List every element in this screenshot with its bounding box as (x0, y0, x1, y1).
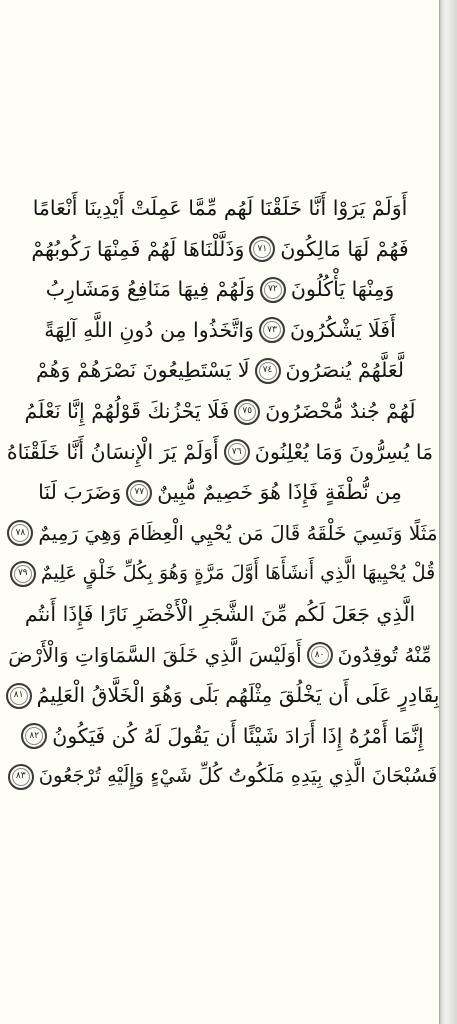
verse-text: وَضَرَبَ لَنَا (38, 480, 122, 505)
verse-line (6, 716, 434, 757)
verse-text: وَلَهُمْ فِيهَا مَنَافِعُ وَمَشَارِبُ (45, 277, 255, 302)
verse-text: لَهُمْ جُندٌ مُّحْضَرُونَ (265, 398, 416, 423)
verse-text: لَا يَسْتَطِيعُونَ نَصْرَهُمْ وَهُمْ (35, 358, 250, 383)
verse-text: مَثَلًا وَنَسِيَ خَلْقَهُ قَالَ مَن يُحْيِي الْعِظَامَ وَهِيَ رَمِيمٌ (38, 520, 438, 545)
verse-line (6, 310, 434, 351)
verse-text: وَاتَّخَذُوا مِن دُونِ اللَّهِ آلِهَةً (44, 317, 254, 342)
verse-text: فَهُمْ لَهَا مَالِكُونَ (280, 236, 409, 261)
verse-text: أَوَلَيْسَ الَّذِي خَلَقَ السَّمَاوَاتِ وَالْأَرْضَ (8, 642, 302, 667)
ayah-number-marker: ٨٣ (8, 764, 34, 790)
ayah-number-marker: ٨١ (6, 683, 32, 709)
verse-line (6, 635, 434, 676)
ayah-number-marker: ٧٦ (224, 439, 250, 465)
verse-line (6, 269, 434, 310)
verse-line (6, 229, 434, 270)
verse-text: أَوَلَمْ يَرَوْا أَنَّا خَلَقْنَا لَهُم مِّمَّا عَمِلَتْ أَيْدِينَا أَنْعَامًا (32, 196, 408, 220)
verse-line (6, 472, 434, 513)
verse-text: الَّذِي جَعَلَ لَكُم مِّنَ الشَّجَرِ الْأَخْضَرِ نَارًا فَإِذَا أَنتُم (24, 601, 416, 626)
verse-line (6, 188, 434, 229)
verse-line (6, 756, 438, 797)
ayah-number-marker: ٧٣ (259, 317, 285, 343)
verse-text: أَوَلَمْ يَرَ الْإِنسَانُ أَنَّا خَلَقْنَاهُ (6, 439, 219, 464)
verse-text: مَا يُسِرُّونَ وَمَا يُعْلِنُونَ (254, 439, 434, 464)
ayah-number-marker: ٧٢ (260, 277, 286, 303)
verse-text: وَذَلَّلْنَاهَا لَهُمْ فَمِنْهَا رَكُوبُهُمْ (31, 236, 245, 261)
ayah-number-marker: ٧٩ (10, 561, 36, 587)
ayah-number-marker: ٧١ (249, 236, 275, 262)
verse-text: أَفَلَا يَشْكُرُونَ (289, 317, 396, 342)
verse-text: فَسُبْحَانَ الَّذِي بِيَدِهِ مَلَكُوتُ كُلِّ شَيْءٍ وَإِلَيْهِ تُرْجَعُونَ (38, 764, 438, 788)
verse-text: قُلْ يُحْيِيهَا الَّذِي أَنشَأَهَا أَوَّلَ مَرَّةٍ وَهُوَ بِكُلِّ خَلْقٍ عَلِيمٌ (40, 562, 436, 585)
ayah-number-marker: ٧٤ (255, 358, 281, 384)
ayah-number-marker: ٧٥ (234, 399, 260, 425)
verse-text: فَلَا يَحْزُنكَ قَوْلُهُمْ إِنَّا نَعْلَمُ (24, 398, 230, 423)
verse-text: وَمِنْهَا يَأْكُلُونَ (290, 277, 395, 302)
verse-line (6, 432, 434, 473)
verse-line (6, 391, 434, 432)
verse-lines (6, 188, 440, 797)
verse-text: مِن نُّطْفَةٍ فَإِذَا هُوَ خَصِيمٌ مُّبِينٌ (157, 480, 402, 505)
ayah-number-marker: ٧٧ (126, 480, 152, 506)
verse-text: مِّنْهُ تُوقِدُونَ (337, 642, 432, 667)
ayah-number-marker: ٨٠ (307, 642, 333, 668)
verse-text: بِقَادِرٍ عَلَى أَن يَخْلُقَ مِثْلَهُم بَلَى وَهُوَ الْخَلَّاقُ الْعَلِيمُ (36, 683, 440, 708)
verse-text: إِنَّمَا أَمْرُهُ إِذَا أَرَادَ شَيْئًا أَن يَقُولَ لَهُ كُن فَيَكُونُ (52, 723, 424, 748)
ayah-number-marker: ٨٢ (21, 723, 47, 749)
verse-line (6, 594, 434, 635)
verse-line (6, 675, 440, 716)
verse-line (6, 553, 434, 594)
verse-line (6, 350, 434, 391)
page-edge (439, 0, 457, 1024)
ayah-number-marker: ٧٨ (7, 520, 33, 546)
verse-line (6, 513, 438, 554)
verse-text: لَّعَلَّهُمْ يُنصَرُونَ (285, 358, 405, 383)
